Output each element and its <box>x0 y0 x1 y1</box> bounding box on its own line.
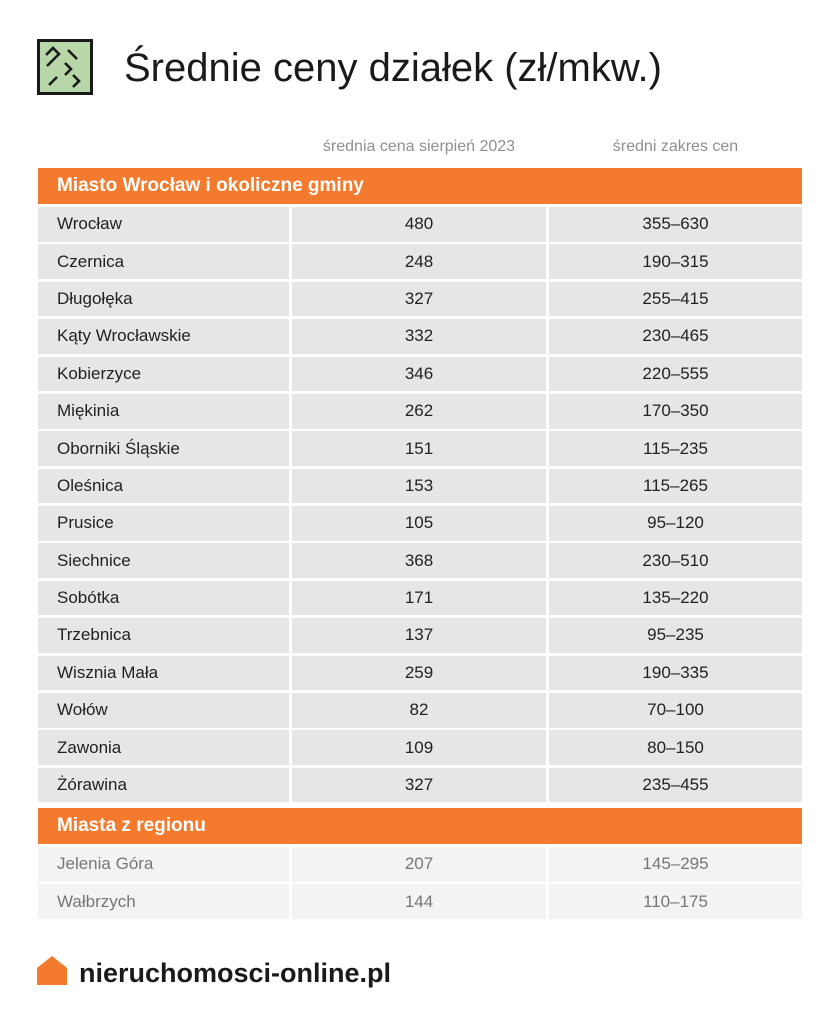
row-name: Długołęka <box>38 282 289 317</box>
row-avg-price: 262 <box>292 394 546 429</box>
table-row <box>38 847 802 882</box>
row-price-range: 110–175 <box>549 884 802 919</box>
row-price-range: 190–315 <box>549 244 802 279</box>
table-body-region <box>38 847 802 922</box>
row-avg-price: 151 <box>292 431 546 466</box>
row-price-range: 70–100 <box>549 693 802 728</box>
table-row <box>38 469 802 504</box>
row-name: Kąty Wrocławskie <box>38 319 289 354</box>
footer-brand: nieruchomosci-online.pl <box>79 958 392 988</box>
row-name: Siechnice <box>38 543 289 578</box>
row-price-range: 190–335 <box>549 656 802 691</box>
table-row <box>38 884 802 919</box>
row-price-range: 255–415 <box>549 282 802 317</box>
row-avg-price: 171 <box>292 581 546 616</box>
row-price-range: 115–235 <box>549 431 802 466</box>
row-avg-price: 327 <box>292 282 546 317</box>
section-header-wroclaw <box>38 168 802 204</box>
table-row <box>38 431 802 466</box>
row-name: Żórawina <box>38 768 289 803</box>
column-header-range: średni zakres cen <box>612 138 739 155</box>
row-avg-price: 153 <box>292 469 546 504</box>
row-name: Zawonia <box>38 730 289 765</box>
row-avg-price: 207 <box>292 847 546 882</box>
row-avg-price: 248 <box>292 244 546 279</box>
column-header-avg: średnia cena sierpień 2023 <box>322 138 516 155</box>
row-avg-price: 480 <box>292 207 546 242</box>
row-name: Wrocław <box>38 207 289 242</box>
row-name: Kobierzyce <box>38 357 289 392</box>
row-price-range: 355–630 <box>549 207 802 242</box>
table-row <box>38 282 802 317</box>
row-avg-price: 82 <box>292 693 546 728</box>
row-price-range: 80–150 <box>549 730 802 765</box>
row-price-range: 145–295 <box>549 847 802 882</box>
section-header-region <box>38 808 802 844</box>
section-title: Miasta z regionu <box>57 815 206 836</box>
row-name: Prusice <box>38 506 289 541</box>
table-row <box>38 656 802 691</box>
row-avg-price: 137 <box>292 618 546 653</box>
row-price-range: 135–220 <box>549 581 802 616</box>
row-avg-price: 259 <box>292 656 546 691</box>
row-price-range: 220–555 <box>549 357 802 392</box>
table-row <box>38 618 802 653</box>
table-row <box>38 207 802 242</box>
row-price-range: 235–455 <box>549 768 802 803</box>
section-title: Miasto Wrocław i okoliczne gminy <box>57 175 364 196</box>
row-price-range: 95–235 <box>549 618 802 653</box>
row-name: Wisznia Mała <box>38 656 289 691</box>
row-name: Wałbrzych <box>38 884 289 919</box>
row-avg-price: 327 <box>292 768 546 803</box>
table-row <box>38 506 802 541</box>
table-row <box>38 394 802 429</box>
house-icon <box>37 956 67 985</box>
table-row <box>38 768 802 803</box>
row-name: Trzebnica <box>38 618 289 653</box>
row-name: Miękinia <box>38 394 289 429</box>
table-row <box>38 357 802 392</box>
row-avg-price: 105 <box>292 506 546 541</box>
row-name: Wołów <box>38 693 289 728</box>
table-row <box>38 581 802 616</box>
table-row <box>38 319 802 354</box>
row-price-range: 170–350 <box>549 394 802 429</box>
row-avg-price: 109 <box>292 730 546 765</box>
row-avg-price: 144 <box>292 884 546 919</box>
table-row <box>38 543 802 578</box>
row-name: Jelenia Góra <box>38 847 289 882</box>
row-avg-price: 368 <box>292 543 546 578</box>
table-row <box>38 730 802 765</box>
row-name: Oborniki Śląskie <box>38 431 289 466</box>
row-price-range: 95–120 <box>549 506 802 541</box>
table-row <box>38 693 802 728</box>
row-price-range: 230–465 <box>549 319 802 354</box>
logo-icon <box>37 39 93 95</box>
table-body-wroclaw <box>38 207 802 805</box>
row-price-range: 230–510 <box>549 543 802 578</box>
row-name: Czernica <box>38 244 289 279</box>
table-row <box>38 244 802 279</box>
row-avg-price: 346 <box>292 357 546 392</box>
row-name: Sobótka <box>38 581 289 616</box>
row-avg-price: 332 <box>292 319 546 354</box>
row-name: Oleśnica <box>38 469 289 504</box>
row-price-range: 115–265 <box>549 469 802 504</box>
page-title: Średnie ceny działek (zł/mkw.) <box>124 46 662 90</box>
